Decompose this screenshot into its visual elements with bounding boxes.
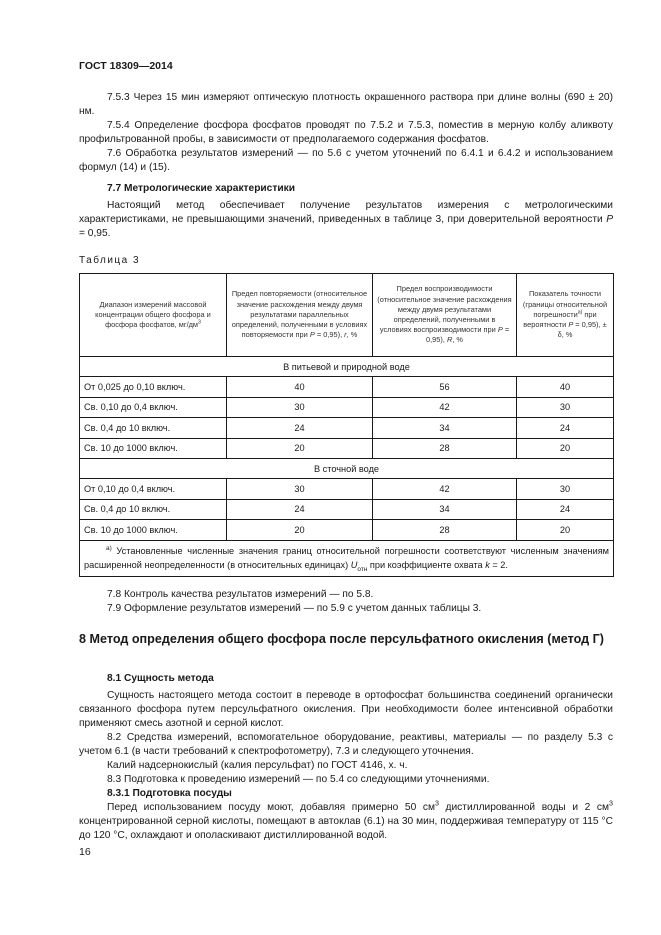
header-range: Диапазон измерений массовой концентрации общего фосфора и фосфора фосфатов, $мг/дм^3$: [80, 274, 227, 357]
cell-R: 28: [373, 438, 517, 459]
document-header: ГОСТ 18309—2014: [79, 60, 173, 72]
table-row: [80, 479, 614, 500]
group-drinking-water: В питьевой и природной воде: [80, 357, 614, 377]
table-3: [79, 273, 614, 577]
cell-r: 30: [227, 479, 373, 500]
table-row: [80, 520, 614, 541]
cell-R: 56: [373, 377, 517, 398]
cell-delta: 24: [517, 418, 614, 439]
table-header-row: [80, 274, 614, 357]
cell-r: 20: [227, 438, 373, 459]
paragraph-7-6: 7.6 Обработка результатов измерений — по 5.6 с учетом уточнений по 6.4.1 и 6.4.2 и использованием формул (14) и (15).: [79, 148, 613, 174]
paragraph-8-2-reagent: Калий надсернокислый (калия персульфат) по ГОСТ 4146, х. ч.: [107, 760, 408, 771]
cell-range: От 0,025 до 0,10 включ.: [80, 377, 227, 398]
cell-delta: 40: [517, 377, 614, 398]
cell-range: Св. 0,4 до 10 включ.: [80, 499, 227, 520]
cell-R: 42: [373, 397, 517, 418]
cell-R: 42: [373, 479, 517, 500]
heading-7-7: 7.7 Метрологические характеристики: [107, 183, 295, 194]
table-footnote: $^{а)}$ Установленные численные значения границ относительной погрешности соответствуют численным значениям расширенной неопределенности (в относительных единицах) $U_{отн}$ при коэффициенте охвата k = 2.: [80, 540, 614, 576]
header-reproducibility: Предел воспроизводимости (относительное значение расхождения между двумя результатами определений, полученными в условиях воспроизводимости при P = 0,95), R, %: [373, 274, 517, 357]
cell-range: Св. 0,10 до 0,4 включ.: [80, 397, 227, 418]
cell-r: 40: [227, 377, 373, 398]
cell-R: 34: [373, 499, 517, 520]
group-waste-water: В сточной воде: [80, 459, 614, 479]
table-row: [80, 499, 614, 520]
table-row: [80, 438, 614, 459]
section-8-title: 8 Метод определения общего фосфора после персульфатного окисления (метод Г): [79, 632, 604, 646]
table-row: [80, 397, 614, 418]
paragraph-7-5-4: 7.5.4 Определение фосфора фосфатов проводят по 7.5.2 и 7.5.3, поместив в мерную колбу аликвоту профильтрованной пробы, в зависимости от предполагаемого содержания фосфатов.: [79, 120, 613, 146]
cell-R: 34: [373, 418, 517, 439]
paragraph-7-7: Настоящий метод обеспечивает получение результатов измерения с метрологическими характеристиками, не превышающими значений, приведенных в таблице 3, при доверительной вероятности P = 0,95.: [79, 200, 613, 240]
table-row: [80, 418, 614, 439]
header-accuracy: Показатель точности (границы относительной погрешности$^{а)}$ при вероятности P = 0,95), ± δ, %: [517, 274, 614, 357]
cell-delta: 20: [517, 520, 614, 541]
paragraph-8-2: 8.2 Средства измерений, вспомогательное оборудование, реактивы, материалы — по разделу 5.3 с учетом 6.1 (в части требований к спектрофотометру), 7.3 и следующего уточнения.: [79, 732, 613, 758]
paragraph-7-8: 7.8 Контроль качества результатов измерений — по 5.8.: [107, 589, 374, 600]
table-group-row: [80, 357, 614, 377]
page-number: 16: [79, 846, 91, 858]
heading-8-3-1: 8.3.1 Подготовка посуды: [107, 788, 232, 799]
paragraph-7-9: 7.9 Оформление результатов измерений — по 5.9 с учетом данных таблицы 3.: [107, 603, 482, 614]
cell-r: 24: [227, 499, 373, 520]
cell-r: 24: [227, 418, 373, 439]
paragraph-8-1: Сущность настоящего метода состоит в переводе в ортофосфат большинства соединений органически связанного фосфора путем персульфатного окисления. При необходимости более интенсивной обработки применяют смесь азотной и серной кислот.: [79, 690, 613, 730]
cell-r: 20: [227, 520, 373, 541]
cell-range: Св. 0,4 до 10 включ.: [80, 418, 227, 439]
cell-range: Св. 10 до 1000 включ.: [80, 438, 227, 459]
cell-r: 30: [227, 397, 373, 418]
paragraph-7-5-3: 7.5.3 Через 15 мин измеряют оптическую плотность окрашенного раствора при длине волны (690 ± 20) нм.: [79, 92, 613, 118]
table-row: [80, 377, 614, 398]
table-group-row: [80, 459, 614, 479]
cell-delta: 20: [517, 438, 614, 459]
cell-range: Св. 10 до 1000 включ.: [80, 520, 227, 541]
cell-delta: 30: [517, 397, 614, 418]
paragraph-8-3: 8.3 Подготовка к проведению измерений — по 5.4 со следующими уточнениями.: [107, 774, 490, 785]
cell-delta: 30: [517, 479, 614, 500]
cell-delta: 24: [517, 499, 614, 520]
paragraph-8-3-1: Перед использованием посуду моют, добавляя примерно 50 $см^3$ дистиллированной воды и 2 $см^3$ концентрированной серной кислоты, помещают в автоклав (6.1) на 30 мин, поддерживая температуру от 115 °С до 120 °С, охлаждают и ополаскивают дистиллированной водой.: [79, 799, 613, 842]
cell-range: От 0,10 до 0,4 включ.: [80, 479, 227, 500]
heading-8-1: 8.1 Сущность метода: [107, 673, 214, 684]
header-repeatability: Предел повторяемости (относительное значение расхождения между двумя результатами параллельных определений, полученными в условиях повторяемости при P = 0,95), r, %: [227, 274, 373, 357]
cell-R: 28: [373, 520, 517, 541]
table-footnote-row: [80, 540, 614, 576]
table-caption: Таблица 3: [79, 255, 141, 266]
